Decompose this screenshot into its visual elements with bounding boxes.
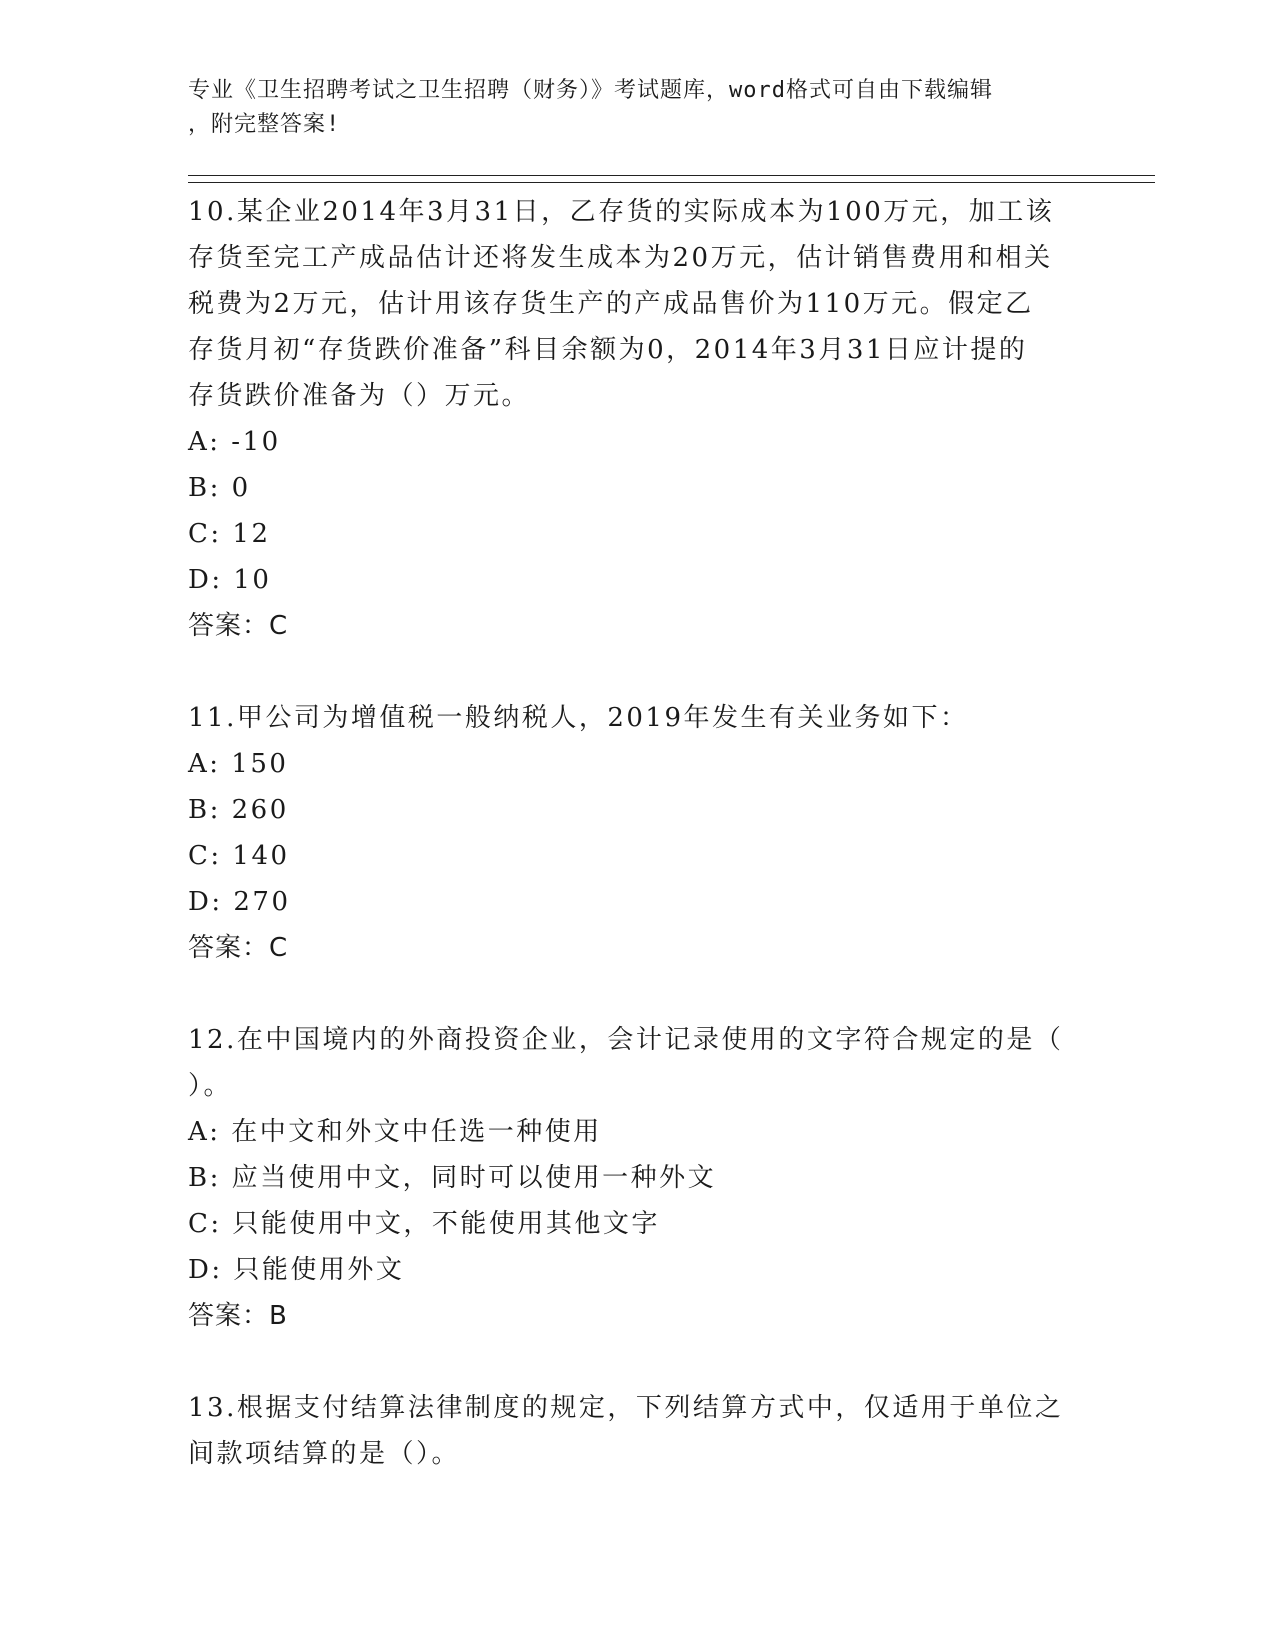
header-divider-top (188, 175, 1155, 176)
option-c: C: 只能使用中文，不能使用其他文字 (188, 1209, 660, 1239)
question-text (188, 1017, 1088, 1109)
option-b: B: 应当使用中文，同时可以使用一种外文 (188, 1163, 717, 1193)
question-12 (188, 1017, 1088, 1339)
question-line: 税费为2万元，估计用该存货生产的产成品售价为110万元。假定乙 (188, 289, 1034, 319)
header-line-2: ，附完整答案! (188, 112, 341, 137)
question-line: 存货月初“存货跌价准备”科目余额为0，2014年3月31日应计提的 (188, 335, 1028, 365)
question-line: 11.甲公司为增值税一般纳税人，2019年发生有关业务如下： (188, 703, 969, 733)
option-d: D: 270 (188, 887, 291, 917)
question-text (188, 695, 1088, 741)
option-c: C: 12 (188, 519, 271, 549)
question-line: 间款项结算的是（）。 (188, 1439, 461, 1469)
question-line: 10.某企业2014年3月31日，乙存货的实际成本为100万元，加工该 (188, 197, 1055, 227)
option-a: A: -10 (188, 427, 281, 457)
option-d: D: 只能使用外文 (188, 1255, 405, 1285)
question-text (188, 189, 1088, 419)
question-line: 13.根据支付结算法律制度的规定，下列结算方式中，仅适用于单位之 (188, 1393, 1064, 1423)
answer-label: 答案：C (188, 933, 289, 963)
question-list (188, 189, 1088, 1523)
option-a: A: 150 (188, 749, 289, 779)
question-line: ）。 (188, 1071, 233, 1101)
question-line: 存货跌价准备为（）万元。 (188, 381, 531, 411)
option-b: B: 260 (188, 795, 289, 825)
option-b: B: 0 (188, 473, 251, 503)
option-d: D: 10 (188, 565, 272, 595)
answer-label: 答案：C (188, 611, 289, 641)
document-header (188, 74, 1068, 142)
header-divider-bottom (188, 182, 1155, 183)
question-10 (188, 189, 1088, 649)
question-text (188, 1385, 1088, 1477)
option-c: C: 140 (188, 841, 290, 871)
header-line-1: 专业《卫生招聘考试之卫生招聘（财务）》考试题库，word格式可自由下载编辑 (188, 78, 993, 103)
question-line: 存货至完工产成品估计还将发生成本为20万元，估计销售费用和相关 (188, 243, 1053, 273)
option-a: A: 在中文和外文中任选一种使用 (188, 1117, 602, 1147)
question-line: 12.在中国境内的外商投资企业，会计记录使用的文字符合规定的是（ (188, 1025, 1064, 1055)
question-13 (188, 1385, 1088, 1477)
answer-label: 答案：B (188, 1301, 288, 1331)
question-11 (188, 695, 1088, 971)
